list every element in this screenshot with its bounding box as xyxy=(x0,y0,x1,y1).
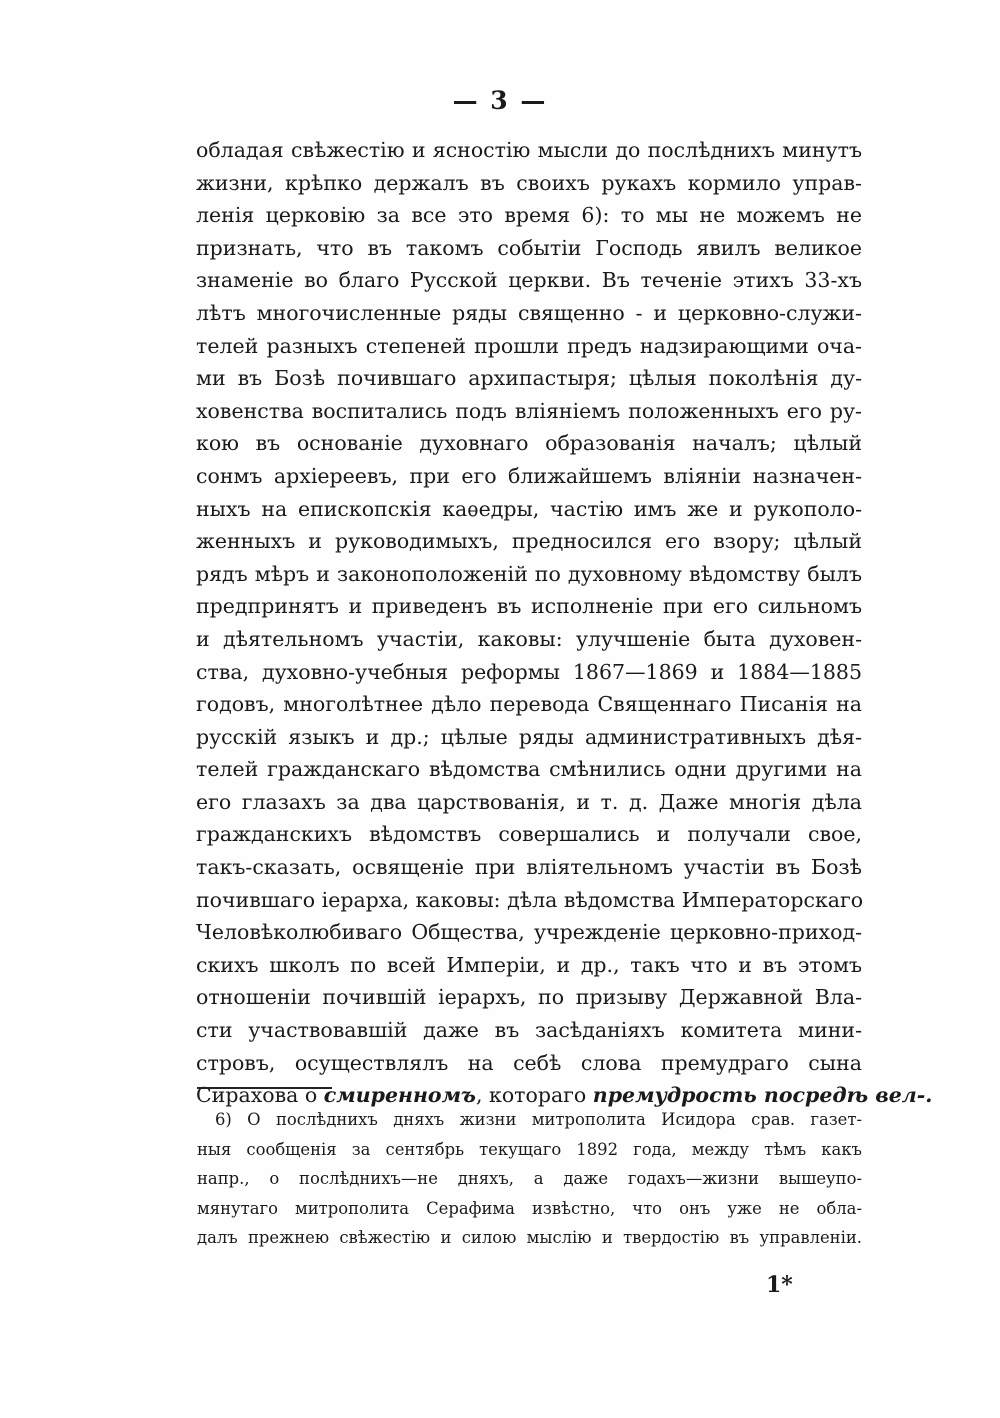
footnote xyxy=(197,1105,862,1253)
text-line: женныхъ и руководимыхъ, предносился его взору; цѣлый xyxy=(196,529,862,554)
text-line: такъ-сказать, освященіе при вліятельномъ участіи въ Бозѣ xyxy=(196,855,862,880)
text-line: жизни, крѣпко держалъ въ своихъ рукахъ кормило управ- xyxy=(196,170,862,195)
text-line: обладая свѣжестію и ясностію мысли до послѣднихъ минутъ xyxy=(196,138,862,162)
text-line: телей гражданскаго вѣдомства смѣнились одни другими на xyxy=(196,757,862,782)
text-line: ства, духовно-учебныя реформы 1867—1869 и 1884—1885 xyxy=(196,659,862,684)
footnote-line: далъ прежнею свѣжестію и силою мыслію и твердостію въ управленіи. xyxy=(197,1228,862,1248)
footnote-line: напр., о послѣднихъ—не дняхъ, а даже годахъ—жизни вышеупо- xyxy=(197,1169,862,1189)
text-line: лѣтъ многочисленные ряды священно - и церковно-служи- xyxy=(196,300,862,325)
text-line: ми въ Бозѣ почившаго архипастыря; цѣлыя поколѣнія ду- xyxy=(196,366,862,391)
text-line: ленія церковію за все это время 6): то мы не можемъ не xyxy=(196,203,862,228)
footnote-divider xyxy=(197,1087,332,1089)
text-segment: , котораго xyxy=(475,1083,593,1108)
text-line: признать, что въ такомъ событіи Господь явилъ великое xyxy=(196,235,862,260)
text-line: ныхъ на епископскія каѳедры, частію имъ же и рукополо- xyxy=(196,496,862,521)
text-line: скихъ школъ по всей Имперіи, и др., такъ что и въ этомъ xyxy=(196,952,862,977)
text-line: русскій языкъ и др.; цѣлые ряды административныхъ дѣя- xyxy=(196,724,862,749)
text-line: телей разныхъ степеней прошли предъ надзирающими оча- xyxy=(196,333,862,358)
footnote-line: мянутаго митрополита Серафима извѣстно, что онъ уже не обла- xyxy=(197,1198,862,1218)
signature-mark: 1* xyxy=(766,1272,793,1298)
text-line: отношеніи почившій іерархъ, по призыву Державной Вла- xyxy=(196,985,862,1010)
text-line: стровъ, осуществлялъ на себѣ слова премудраго сына xyxy=(196,1050,862,1075)
text-line: почившаго іерарха, каковы: дѣла вѣдомства Императорскаго xyxy=(196,887,864,912)
body-text xyxy=(196,134,933,1112)
text-line: годовъ, многолѣтнее дѣло перевода Священнаго Писанія на xyxy=(196,692,862,717)
italic-text: премудрость посредѣ вел-. xyxy=(592,1083,933,1108)
text-line: гражданскихъ вѣдомствъ совершались и получали свое, xyxy=(196,822,862,847)
text-segment: Сирахова о xyxy=(196,1083,324,1108)
text-line: предпринятъ и приведенъ въ исполненіе при его сильномъ xyxy=(196,594,862,619)
text-line: кою въ основаніе духовнаго образованія началъ; цѣлый xyxy=(196,431,862,456)
text-line: и дѣятельномъ участіи, каковы: улучшеніе быта духовен- xyxy=(196,626,862,651)
footnote-line: 6) О послѣднихъ дняхъ жизни митрополита Исидора срав. газет- xyxy=(215,1110,862,1129)
text-line: Человѣколюбиваго Общества, учрежденіе церковно-приход- xyxy=(196,920,862,945)
footnote-line: ныя сообщенія за сентябрь текущаго 1892 года, между тѣмъ какъ xyxy=(197,1139,862,1159)
text-line: сонмъ архіереевъ, при его ближайшемъ вліяніи назначен- xyxy=(196,463,862,488)
italic-text: смиренномъ xyxy=(323,1083,476,1108)
text-line: ховенства воспитались подъ вліяніемъ положенныхъ его ру- xyxy=(196,398,862,423)
page-number: — 3 — xyxy=(452,86,548,115)
text-line: знаменіе во благо Русской церкви. Въ теченіе этихъ 33-хъ xyxy=(196,268,862,293)
text-line: рядъ мѣръ и законоположеній по духовному вѣдомству былъ xyxy=(196,561,862,586)
text-line: его глазахъ за два царствованія, и т. д. Даже многія дѣла xyxy=(196,789,862,814)
text-line: сти участвовавшій даже въ засѣданіяхъ комитета мини- xyxy=(196,1018,862,1043)
